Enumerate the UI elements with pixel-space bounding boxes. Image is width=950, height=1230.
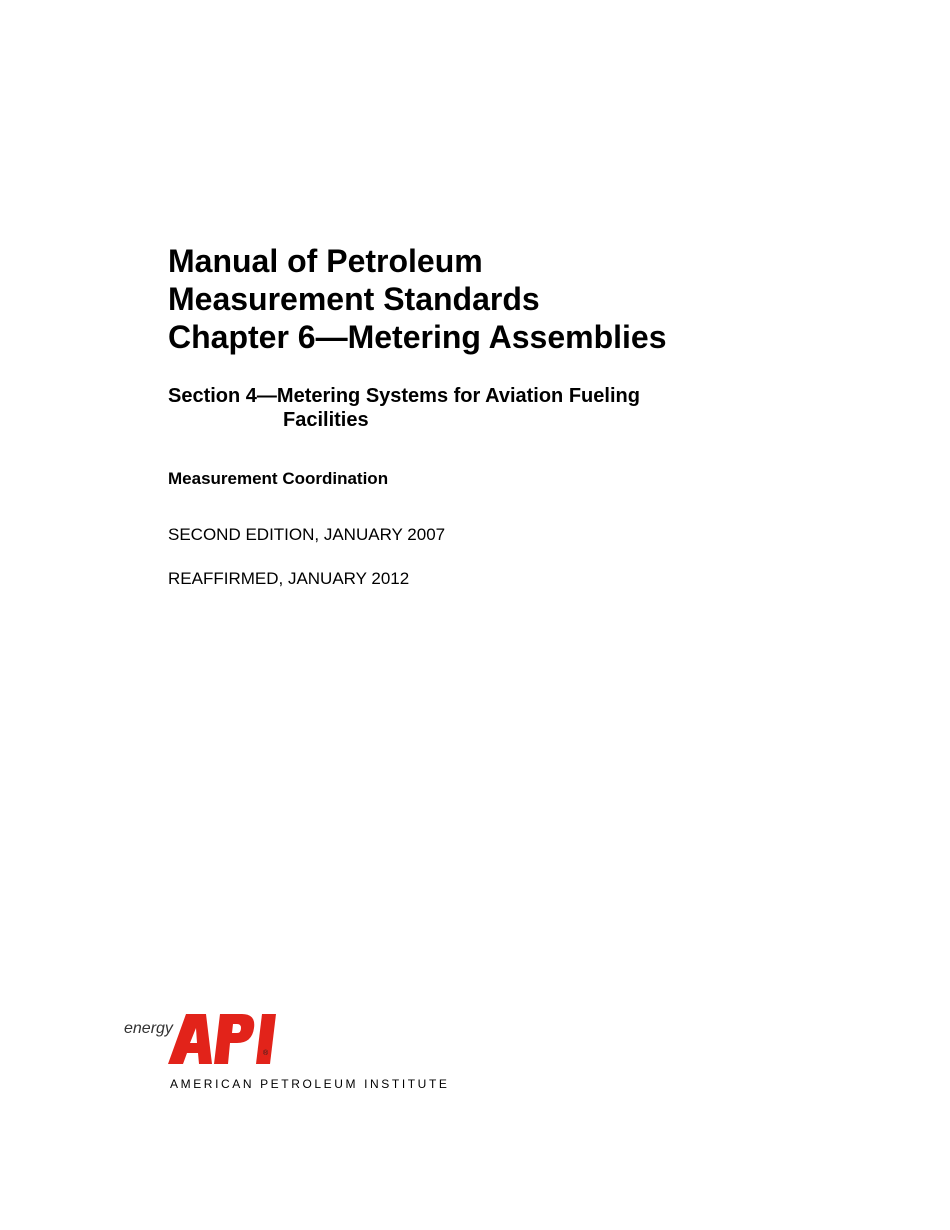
section-title bbox=[168, 384, 768, 432]
api-logo-mark-icon bbox=[168, 1014, 278, 1064]
section-title-line-2: Facilities bbox=[283, 409, 369, 431]
registered-mark: ® bbox=[263, 1050, 269, 1057]
logo-tagline: energy bbox=[124, 1020, 173, 1037]
document-title bbox=[168, 242, 868, 356]
reaffirmed-text: REAFFIRMED, JANUARY 2012 bbox=[168, 569, 410, 588]
organization-name: AMERICAN PETROLEUM INSTITUTE bbox=[170, 1077, 450, 1091]
api-logo bbox=[120, 1010, 450, 1100]
section-title-line-1: Section 4—Metering Systems for Aviation Fueling bbox=[168, 385, 640, 407]
title-line-1: Manual of Petroleum bbox=[168, 243, 483, 279]
edition-text: SECOND EDITION, JANUARY 2007 bbox=[168, 525, 446, 544]
committee-name: Measurement Coordination bbox=[168, 469, 389, 488]
title-line-3: Chapter 6—Metering Assemblies bbox=[168, 319, 667, 355]
title-line-2: Measurement Standards bbox=[168, 281, 540, 317]
